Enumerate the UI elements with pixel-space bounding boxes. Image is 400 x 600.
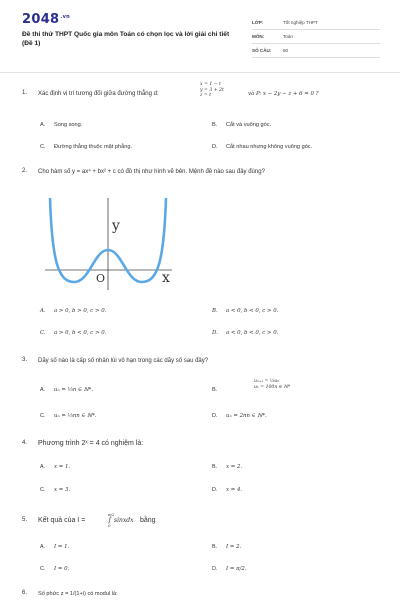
option-label: A. [40, 464, 46, 470]
header-divider [0, 72, 400, 73]
recurrence-system [254, 379, 290, 390]
question-3 [22, 357, 382, 435]
equation-line: uₙ₊₁ = ⅓uₙ [254, 379, 280, 384]
meta-row-count [252, 44, 380, 58]
question-5 [22, 512, 382, 577]
question-number: 3. [22, 357, 28, 363]
question-text: Phương trình 2ˣ = 4 có nghiệm là: [38, 440, 144, 447]
x-axis-label: x [162, 270, 170, 286]
option-a[interactable] [40, 544, 69, 550]
option-b[interactable] [212, 464, 242, 470]
meta-key: SỐ CÂU: [252, 48, 272, 53]
option-c[interactable] [40, 566, 69, 572]
meta-key: LỚP: [252, 20, 264, 25]
option-label: D. [212, 144, 218, 150]
integral-sign-icon: ∫ [108, 516, 112, 524]
meta-value: 50 [283, 48, 289, 53]
option-text: uₙ = ⅓n ∈ ℕ*. [54, 387, 94, 393]
meta-row-class [252, 16, 380, 30]
meta-row-subject [252, 30, 380, 44]
option-b[interactable] [212, 122, 271, 128]
option-a[interactable] [40, 308, 106, 314]
meta-value: Tốt nghiệp THPT [283, 20, 318, 25]
option-d[interactable] [212, 487, 242, 493]
site-logo[interactable]: $2048^{.vn}$ [22, 12, 71, 27]
option-text: a < 0, b < 0, c > 0. [226, 330, 279, 336]
meta-value: Toán [283, 34, 293, 39]
option-label: A. [40, 387, 46, 393]
option-text: x = 3. [54, 487, 71, 493]
question-number: 1. [22, 90, 28, 96]
question-4 [22, 440, 382, 500]
question-number: 6. [22, 590, 28, 596]
option-text: x = 2. [226, 464, 243, 470]
option-text: a < 0, b < 0, c > 0. [226, 308, 279, 314]
question-text-after: bằng [140, 517, 156, 524]
question-text: Số phức z = 1/(1+i) có modul là: [38, 591, 118, 597]
option-c[interactable] [40, 144, 132, 150]
option-label: C. [40, 566, 46, 572]
option-c[interactable] [40, 413, 97, 419]
equation-line: y = 3 + 2t [200, 87, 224, 93]
option-text: a > 0, b > 0, c > 0. [54, 308, 107, 314]
question-text: Xác định vị trí tương đối giữa đường thẳng d: [38, 91, 159, 97]
option-label: A. [40, 308, 46, 314]
option-c[interactable] [40, 330, 106, 336]
option-label: C. [40, 330, 46, 336]
document-title: Đề thi thử THPT Quốc gia môn Toán có chọn lọc và lời giải chi tiết (Đề 1) [22, 31, 230, 47]
plane-equation: và P: x − 2y − z + 6 = 0 ? [248, 91, 319, 97]
option-label: B. [212, 544, 218, 550]
option-text: I = 1. [54, 544, 70, 550]
integral-upper-limit: π/2 [108, 512, 115, 517]
option-text: uₙ = ⅓nn ∈ ℕ*. [54, 413, 97, 419]
question-number: 5. [22, 517, 28, 523]
option-label: D. [212, 413, 218, 419]
option-a[interactable] [40, 387, 93, 393]
question-text: Cho hàm số y = ax⁴ + bx² + c có đồ thị như hình vẽ bên. Mệnh đề nào sau đây đúng? [38, 169, 265, 175]
option-b[interactable] [212, 387, 226, 393]
option-b[interactable] [212, 308, 278, 314]
option-text: Đường thẳng thuộc mặt phẳng. [54, 144, 133, 150]
function-graph [40, 190, 180, 295]
origin-label: O [96, 272, 106, 285]
option-text: I = π/2. [226, 566, 247, 572]
option-label: D. [212, 487, 218, 493]
option-text: I = 2. [226, 544, 242, 550]
meta-table [252, 16, 380, 58]
option-label: B. [212, 122, 218, 128]
option-label: B. [212, 308, 218, 314]
question-1 [22, 82, 382, 162]
equation-line: x = 1 − t [200, 82, 221, 87]
equation-line: z = t [200, 93, 212, 99]
option-d[interactable] [212, 330, 278, 336]
line-equation-system [200, 82, 224, 99]
option-d[interactable] [212, 566, 247, 572]
option-text: I = 0. [54, 566, 70, 572]
equation-line: u₁ = 100n ∈ ℕ* [254, 384, 291, 390]
option-text: uₙ = 2nn ∈ ℕ*. [226, 413, 267, 419]
question-number: 4. [22, 440, 28, 446]
option-text: Cắt và vuông góc. [226, 122, 272, 128]
option-text: x = 4. [226, 487, 243, 493]
question-text-before: Kết quả của I = [38, 517, 86, 524]
option-text: Cắt nhau nhưng không vuông góc. [226, 144, 313, 150]
option-label: A. [40, 544, 46, 550]
integral-lower-limit: 0 [108, 523, 111, 528]
option-label: D. [212, 330, 218, 336]
y-axis-label: y [112, 218, 120, 234]
option-label: B. [212, 464, 218, 470]
option-a[interactable] [40, 464, 70, 470]
option-c[interactable] [40, 487, 70, 493]
option-label: A. [40, 122, 46, 128]
meta-key: MÔN: [252, 34, 265, 39]
option-d[interactable] [212, 413, 267, 419]
option-text: x = 1. [54, 464, 71, 470]
option-a[interactable] [40, 122, 82, 128]
option-text: a > 0, b < 0, c > 0. [54, 330, 107, 336]
option-label: C. [40, 487, 46, 493]
option-label: B. [212, 387, 218, 393]
option-d[interactable] [212, 144, 312, 150]
option-label: C. [40, 144, 46, 150]
option-b[interactable] [212, 544, 241, 550]
question-text: Dãy số nào là cấp số nhân lùi vô hạn trong các dãy số sau đây? [38, 358, 209, 364]
question-6 [22, 590, 382, 600]
question-number: 2. [22, 168, 28, 174]
option-label: D. [212, 566, 218, 572]
option-label: C. [40, 413, 46, 419]
integral-body: sinxdx [114, 517, 134, 524]
option-text: Song song. [54, 122, 83, 128]
